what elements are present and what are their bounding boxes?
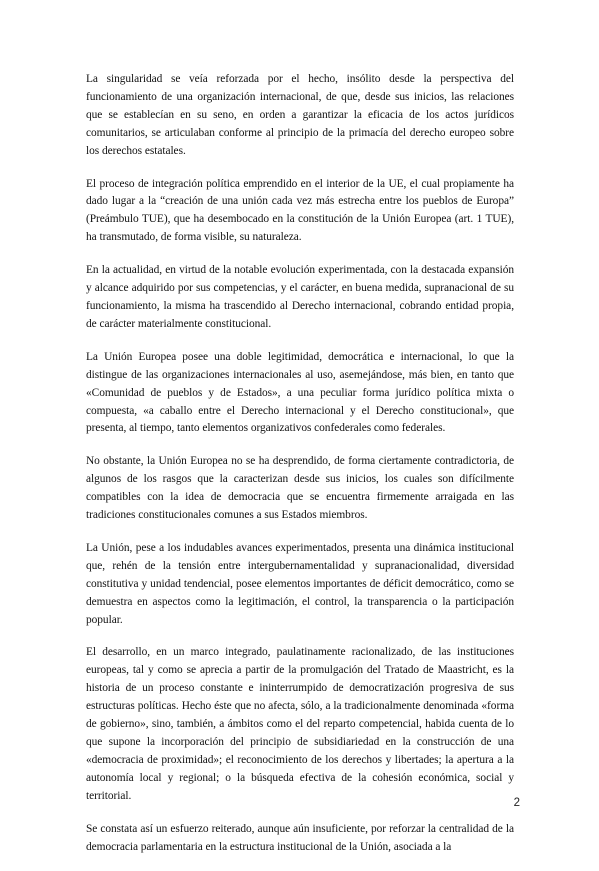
paragraph: No obstante, la Unión Europea no se ha desprendido, de forma ciertamente contradictoria, de algunos de los rasgos que la caracterizan desde sus inicios, los cuales son difícilmente compatibles con la idea de democracia que se encuentra firmemente arraigada en las tradiciones constitucionales comunes a sus Estados miembros.	[86, 455, 514, 522]
paragraph: El desarrollo, en un marco integrado, paulatinamente racionalizado, de las instituciones europeas, tal y como se aprecia a partir de la promulgación del Tratado de Maastricht, es la historia de un proceso constante e ininterrumpido de democratización progresiva de sus estructuras políticas. Hecho éste que no afecta, sólo, a la tradicionalmente denominada «forma de gobierno», sino, también, a ámbitos como el del reparto competencial, habida cuenta de lo que supone la incorporación del principio de subsidiariedad en la construcción de una «democracia de proximidad»; el reconocimiento de los derechos y libertades; la apertura a la autonomía local y regional; o la búsqueda efectiva de la cohesión económica, social y territorial.	[86, 646, 514, 802]
paragraph: El proceso de integración política emprendido en el interior de la UE, el cual propiamente ha dado lugar a la “creación de una unión cada vez más estrecha entre los pueblos de Europa” (Preámbulo TUE), que ha desembocado en la constitución de la Unión Europea (art. 1 TUE), ha transmutado, de forma visible, su naturaleza.	[86, 177, 514, 244]
paragraph: Se constata así un esfuerzo reiterado, aunque aún insuficiente, por reforzar la centralidad de la democracia parlamentaria en la estructura institucional de la Unión, asociada a la	[86, 822, 514, 853]
paragraph: La singularidad se veía reforzada por el hecho, insólito desde la perspectiva del funcionamiento de una organización internacional, de que, desde sus inicios, las relaciones que se establecían en su seno, en orden a garantizar la eficacia de los actos jurídicos comunitarios, se articulaban conforme al principio de la primacía del derecho europeo sobre los derechos estatales.	[86, 73, 514, 157]
document-body	[86, 71, 514, 871]
page-number: 2	[513, 797, 520, 809]
paragraph: La Unión Europea posee una doble legitimidad, democrática e internacional, lo que la distingue de las organizaciones internacionales al uso, asemejándose, más bien, en tanto que «Comunidad de pueblos y de Estados», a una peculiar forma jurídico política mixta o compuesta, «a caballo entre el Derecho internacional y el Derecho constitucional», que presenta, al tiempo, tanto elementos organizativos confederales como federales.	[86, 350, 514, 435]
paragraph: La Unión, pese a los indudables avances experimentados, presenta una dinámica institucional que, rehén de la tensión entre intergubernamentalidad y supranacionalidad, diversidad constitutiva y unidad tendencial, posee elementos importantes de déficit democrático, como se demuestra en aspectos como la legitimación, el control, la transparencia o la participación popular.	[86, 541, 514, 626]
paragraph: En la actualidad, en virtud de la notable evolución experimentada, con la destacada expansión y alcance adquirido por sus competencias, y el carácter, en buena medida, supranacional de su funcionamiento, la misma ha trascendido al Derecho internacional, cobrando entidad propia, de carácter materialmente constitucional.	[86, 264, 514, 330]
